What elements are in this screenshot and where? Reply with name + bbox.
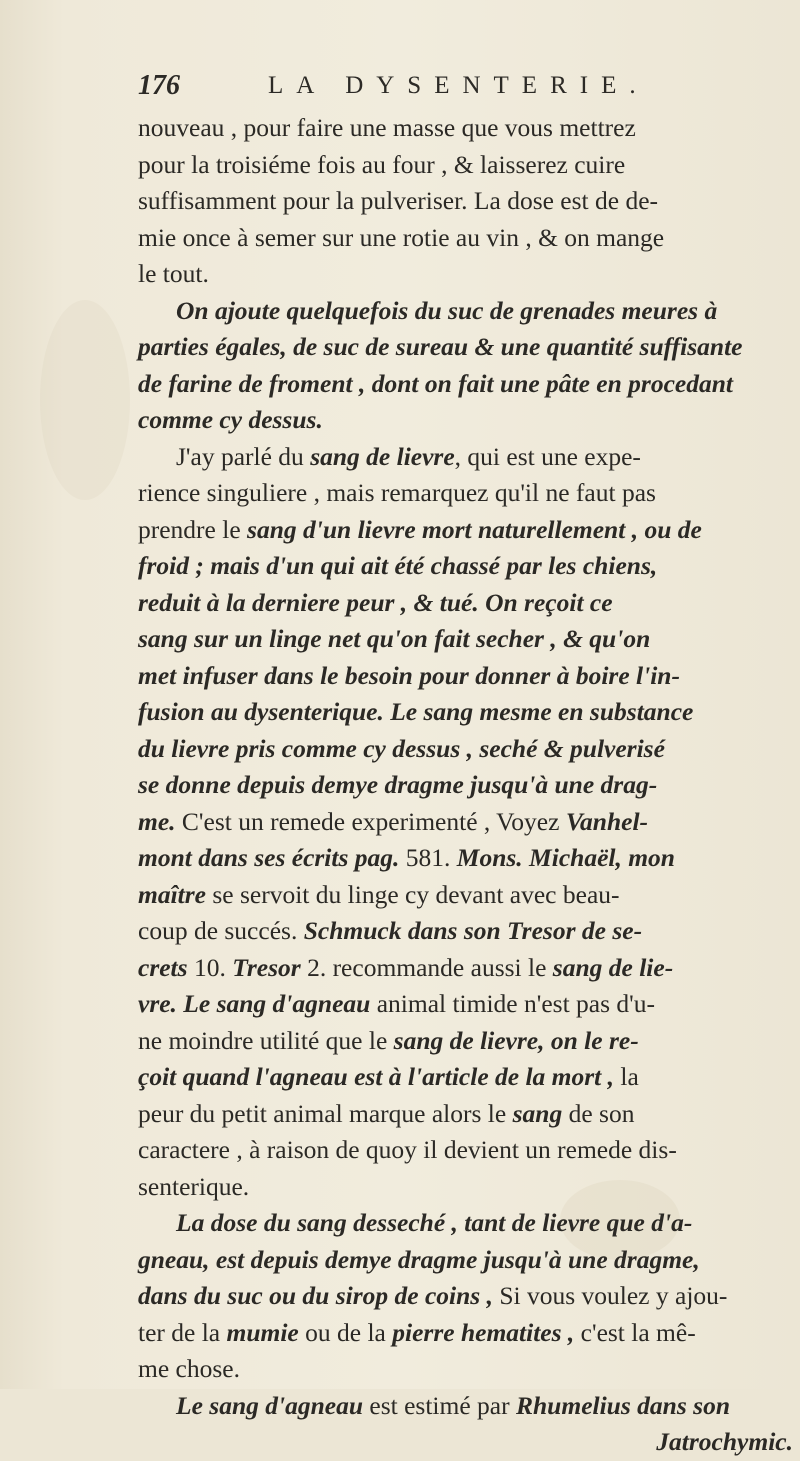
- italic-text: met infuser dans le besoin pour donner à boire l'in-: [138, 660, 680, 690]
- text-line: [138, 475, 793, 512]
- roman-text: se servoit du linge cy devant avec beau-: [212, 879, 620, 909]
- roman-text: nouveau , pour faire une masse que vous mettrez: [138, 113, 636, 142]
- text-line: [138, 548, 793, 585]
- italic-text: On ajoute quelquefois du suc de grenades meures à: [176, 295, 718, 325]
- roman-text: 10.: [193, 952, 233, 982]
- text-line: [138, 913, 793, 950]
- text-line: [138, 986, 793, 1023]
- page-number: 176: [138, 70, 180, 101]
- italic-text: froid ; mais d'un qui ait été chassé par les chiens,: [138, 551, 658, 580]
- roman-text: 2. recommande aussi le: [307, 952, 553, 982]
- text-line: [138, 658, 793, 695]
- roman-text: prendre le: [138, 514, 248, 544]
- italic-text: Rhumelius dans son: [515, 1390, 730, 1420]
- text-line: [138, 1132, 793, 1169]
- italic-text: La dose du sang desseché , tant de lievre que d'a-: [176, 1208, 693, 1237]
- italic-text: Jatrochymic.: [656, 1427, 793, 1456]
- roman-text: mie once à semer sur une rotie au vin , & on mange: [138, 222, 665, 252]
- roman-text: la: [620, 1062, 639, 1091]
- roman-text: Si vous voulez y ajou-: [499, 1281, 728, 1310]
- text-line: [138, 1351, 793, 1388]
- text-line: [138, 329, 793, 366]
- text-line: [138, 1424, 793, 1461]
- text-line: [138, 183, 793, 220]
- text-line: [138, 147, 793, 184]
- roman-text: ou de la: [305, 1317, 393, 1347]
- text-line: [138, 1169, 793, 1206]
- text-line: [138, 220, 793, 257]
- italic-text: sang de lie-: [552, 952, 674, 982]
- text-line: [138, 256, 793, 293]
- text-line: [138, 585, 793, 622]
- italic-text: sang sur un linge net qu'on fait secher , & qu'on: [138, 624, 651, 653]
- text-line: [138, 1278, 793, 1315]
- roman-text: animal timide n'est pas d'u-: [376, 989, 655, 1018]
- text-line: [138, 110, 793, 147]
- roman-text: le tout.: [138, 259, 209, 288]
- roman-text: rience singuliere , mais remarquez qu'il ne faut pas: [138, 478, 656, 507]
- italic-text: Tresor: [232, 952, 308, 982]
- italic-text: Mons. Michaël, mon: [456, 843, 675, 872]
- italic-text: me.: [138, 806, 182, 836]
- italic-text: Le sang d'agneau: [176, 1390, 370, 1420]
- roman-text: 581.: [405, 843, 457, 872]
- italic-text: parties égales, de suc de sureau & une quantité suffisante: [138, 332, 743, 361]
- text-line: [138, 366, 793, 403]
- roman-text: de son: [568, 1098, 635, 1128]
- text-line: [138, 1023, 793, 1060]
- italic-text: Schmuck dans son Tresor de se-: [303, 916, 643, 945]
- roman-text: est estimé par: [369, 1390, 516, 1420]
- text-line: [138, 877, 793, 914]
- text-line: [138, 950, 793, 987]
- roman-text: senterique.: [138, 1171, 250, 1201]
- roman-text: pour la troisiéme fois au four , & laisserez cuire: [138, 149, 626, 179]
- text-line: [138, 439, 793, 476]
- text-line: [138, 767, 793, 804]
- italic-text: sang: [512, 1098, 569, 1128]
- italic-text: dans du suc ou du sirop de coins ,: [138, 1281, 500, 1310]
- italic-text: du lievre pris comme cy dessus , seché & pulverisé: [138, 733, 665, 763]
- text-line: [138, 731, 793, 768]
- italic-text: de farine de froment , dont on fait une pâte en procedant: [138, 368, 733, 398]
- text-line: [138, 1059, 793, 1096]
- text-line: [138, 621, 793, 658]
- roman-text: C'est un remede experimenté , Voyez: [181, 806, 566, 836]
- text-line: [138, 804, 793, 841]
- italic-text: comme cy dessus.: [138, 405, 323, 434]
- text-line: [138, 1388, 793, 1425]
- roman-text: me chose.: [138, 1354, 240, 1383]
- italic-text: reduit à la derniere peur , & tué. On reçoit ce: [138, 587, 613, 617]
- roman-text: , qui est une expe-: [454, 441, 641, 471]
- italic-text: se donne depuis demye dragme jusqu'à une drag-: [138, 770, 658, 799]
- italic-text: fusion au dysenterique. Le sang mesme en substance: [138, 697, 694, 726]
- roman-text: peur du petit animal marque alors le: [138, 1098, 513, 1128]
- text-line: [138, 402, 793, 439]
- italic-text: sang d'un lievre mort naturellement , ou de: [247, 514, 702, 544]
- italic-text: sang de lievre: [310, 441, 455, 471]
- roman-text: ter de la: [138, 1317, 227, 1347]
- text-line: [138, 1315, 793, 1352]
- body-text: [138, 110, 793, 1461]
- roman-text: c'est la mê-: [580, 1317, 696, 1347]
- roman-text: caractere , à raison de quoy il devient un remede dis-: [138, 1135, 677, 1164]
- text-line: [138, 1242, 793, 1279]
- italic-text: vre. Le sang d'agneau: [138, 989, 377, 1018]
- italic-text: mumie: [226, 1317, 306, 1347]
- text-line: [138, 1096, 793, 1133]
- roman-text: coup de succés.: [138, 916, 304, 945]
- italic-text: gneau, est depuis demye dragme jusqu'à une dragme,: [138, 1244, 700, 1274]
- roman-text: ne moindre utilité que le: [138, 1025, 394, 1055]
- italic-text: pierre hematites ,: [392, 1317, 581, 1347]
- running-title: LA DYSENTERIE.: [268, 72, 649, 99]
- page-header: [138, 70, 788, 106]
- text-line: [138, 293, 793, 330]
- text-line: [138, 694, 793, 731]
- italic-text: mont dans ses écrits pag.: [138, 843, 406, 872]
- italic-text: sang de lievre, on le re-: [393, 1025, 639, 1055]
- italic-text: Vanhel-: [565, 806, 649, 836]
- italic-text: maître: [138, 879, 213, 909]
- roman-text: J'ay parlé du: [176, 441, 311, 471]
- text-line: [138, 840, 793, 877]
- italic-text: crets: [138, 952, 194, 982]
- italic-text: çoit quand l'agneau est à l'article de la mort ,: [138, 1062, 621, 1091]
- text-line: [138, 512, 793, 549]
- text-line: [138, 1205, 793, 1242]
- roman-text: suffisamment pour la pulveriser. La dose est de de-: [138, 186, 659, 215]
